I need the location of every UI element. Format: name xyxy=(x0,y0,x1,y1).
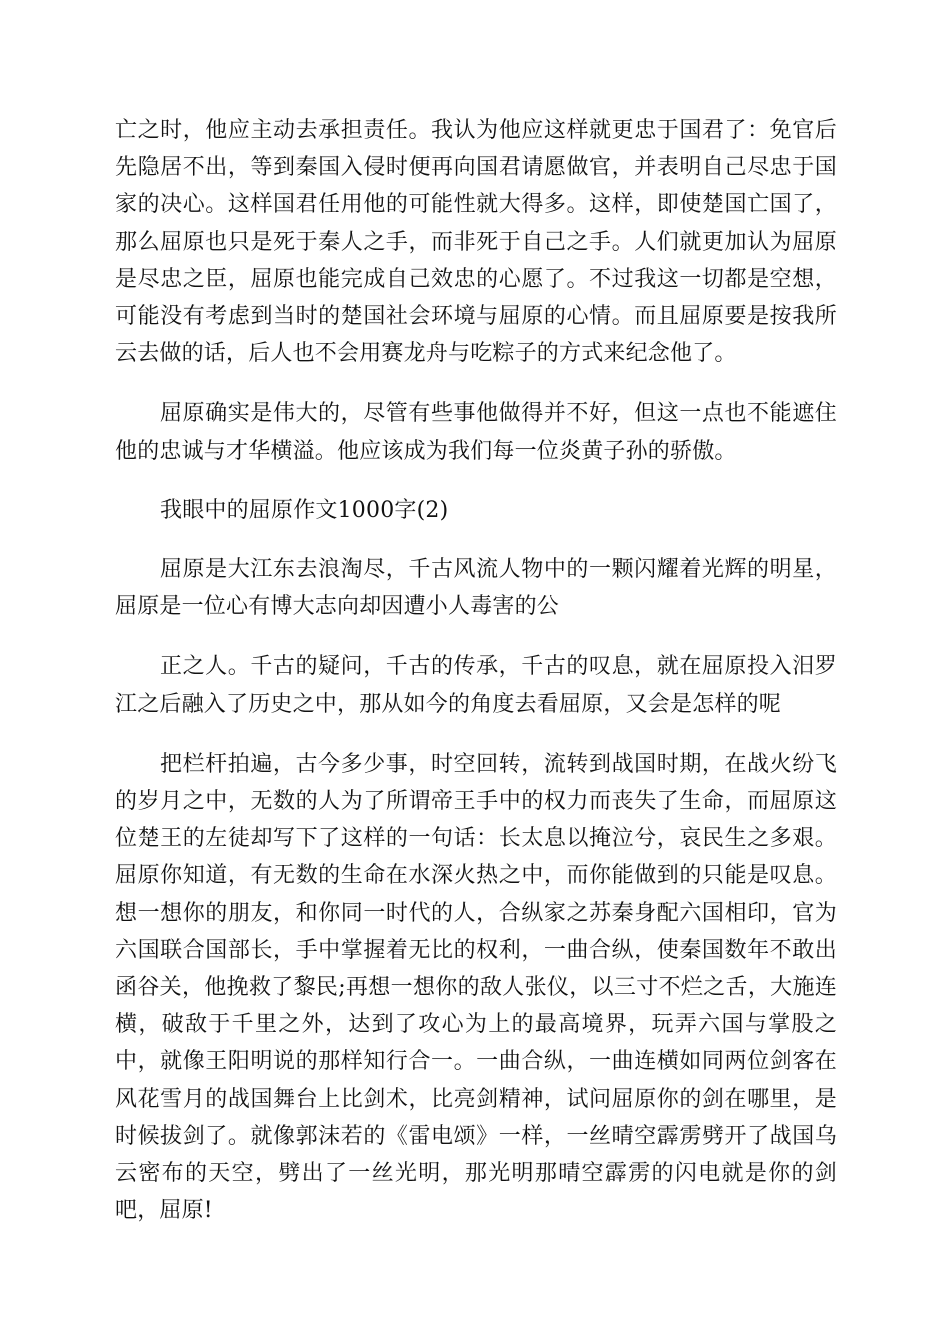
paragraph-questions: 正之人。千古的疑问，千古的传承，千古的叹息，就在屈原投入汨罗江之后融入了历史之中，那从如今的角度去看屈原，又会是怎样的呢 xyxy=(115,654,837,717)
section-heading: 我眼中的屈原作文1000字(2) xyxy=(160,497,449,523)
document-body xyxy=(115,112,837,1229)
paragraph-intro: 屈原是大江东去浪淘尽，千古风流人物中的一颗闪耀着光辉的明星，屈原是一位心有博大志向却因遭小人毒害的公 xyxy=(115,557,837,620)
paragraph-conclusion: 屈原确实是伟大的，尽管有些事他做得并不好，但这一点也不能遮住他的忠诚与才华横溢。他应该成为我们每一位炎黄子孙的骄傲。 xyxy=(115,401,837,464)
paragraph-main: 把栏杆拍遍，古今多少事，时空回转，流转到战国时期，在战火纷飞的岁月之中，无数的人为了所谓帝王手中的权力而丧失了生命，而屈原这位楚王的左徒却写下了这样的一句话：长太息以掩泣兮，哀民生之多艰。屈原你知道，有无数的生命在水深火热之中，而你能做到的只能是叹息。想一想你的朋友，和你同一时代的人，合纵家之苏秦身配六国相印，官为六国联合国部长，手中掌握着无比的权利，一曲合纵，使秦国数年不敢出函谷关，他挽救了黎民;再想一想你的敌人张仪，以三寸不烂之舌，大施连横，破敌于千里之外，达到了攻心为上的最高境界，玩弄六国与掌股之中，就像王阳明说的那样知行合一。一曲合纵，一曲连横如同两位剑客在风花雪月的战国舞台上比剑术，比亮剑精神，试问屈原你的剑在哪里，是时候拔剑了。就像郭沫若的《雷电颂》一样，一丝晴空霹雳劈开了战国乌云密布的天空，劈出了一丝光明，那光明那晴空霹雳的闪电就是你的剑吧，屈原! xyxy=(115,751,837,1224)
paragraph-continuation: 亡之时，他应主动去承担责任。我认为他应这样就更忠于国君了：免官后先隐居不出，等到秦国入侵时便再向国君请愿做官，并表明自己尽忠于国家的决心。这样国君任用他的可能性就大得多。这样，即使楚国亡国了，那么屈原也只是死于秦人之手，而非死于自己之手。人们就更加认为屈原是尽忠之臣，屈原也能完成自己效忠的心愿了。不过我这一切都是空想，可能没有考虑到当时的楚国社会环境与屈原的心情。而且屈原要是按我所云去做的话，后人也不会用赛龙舟与吃粽子的方式来纪念他了。 xyxy=(115,118,837,367)
